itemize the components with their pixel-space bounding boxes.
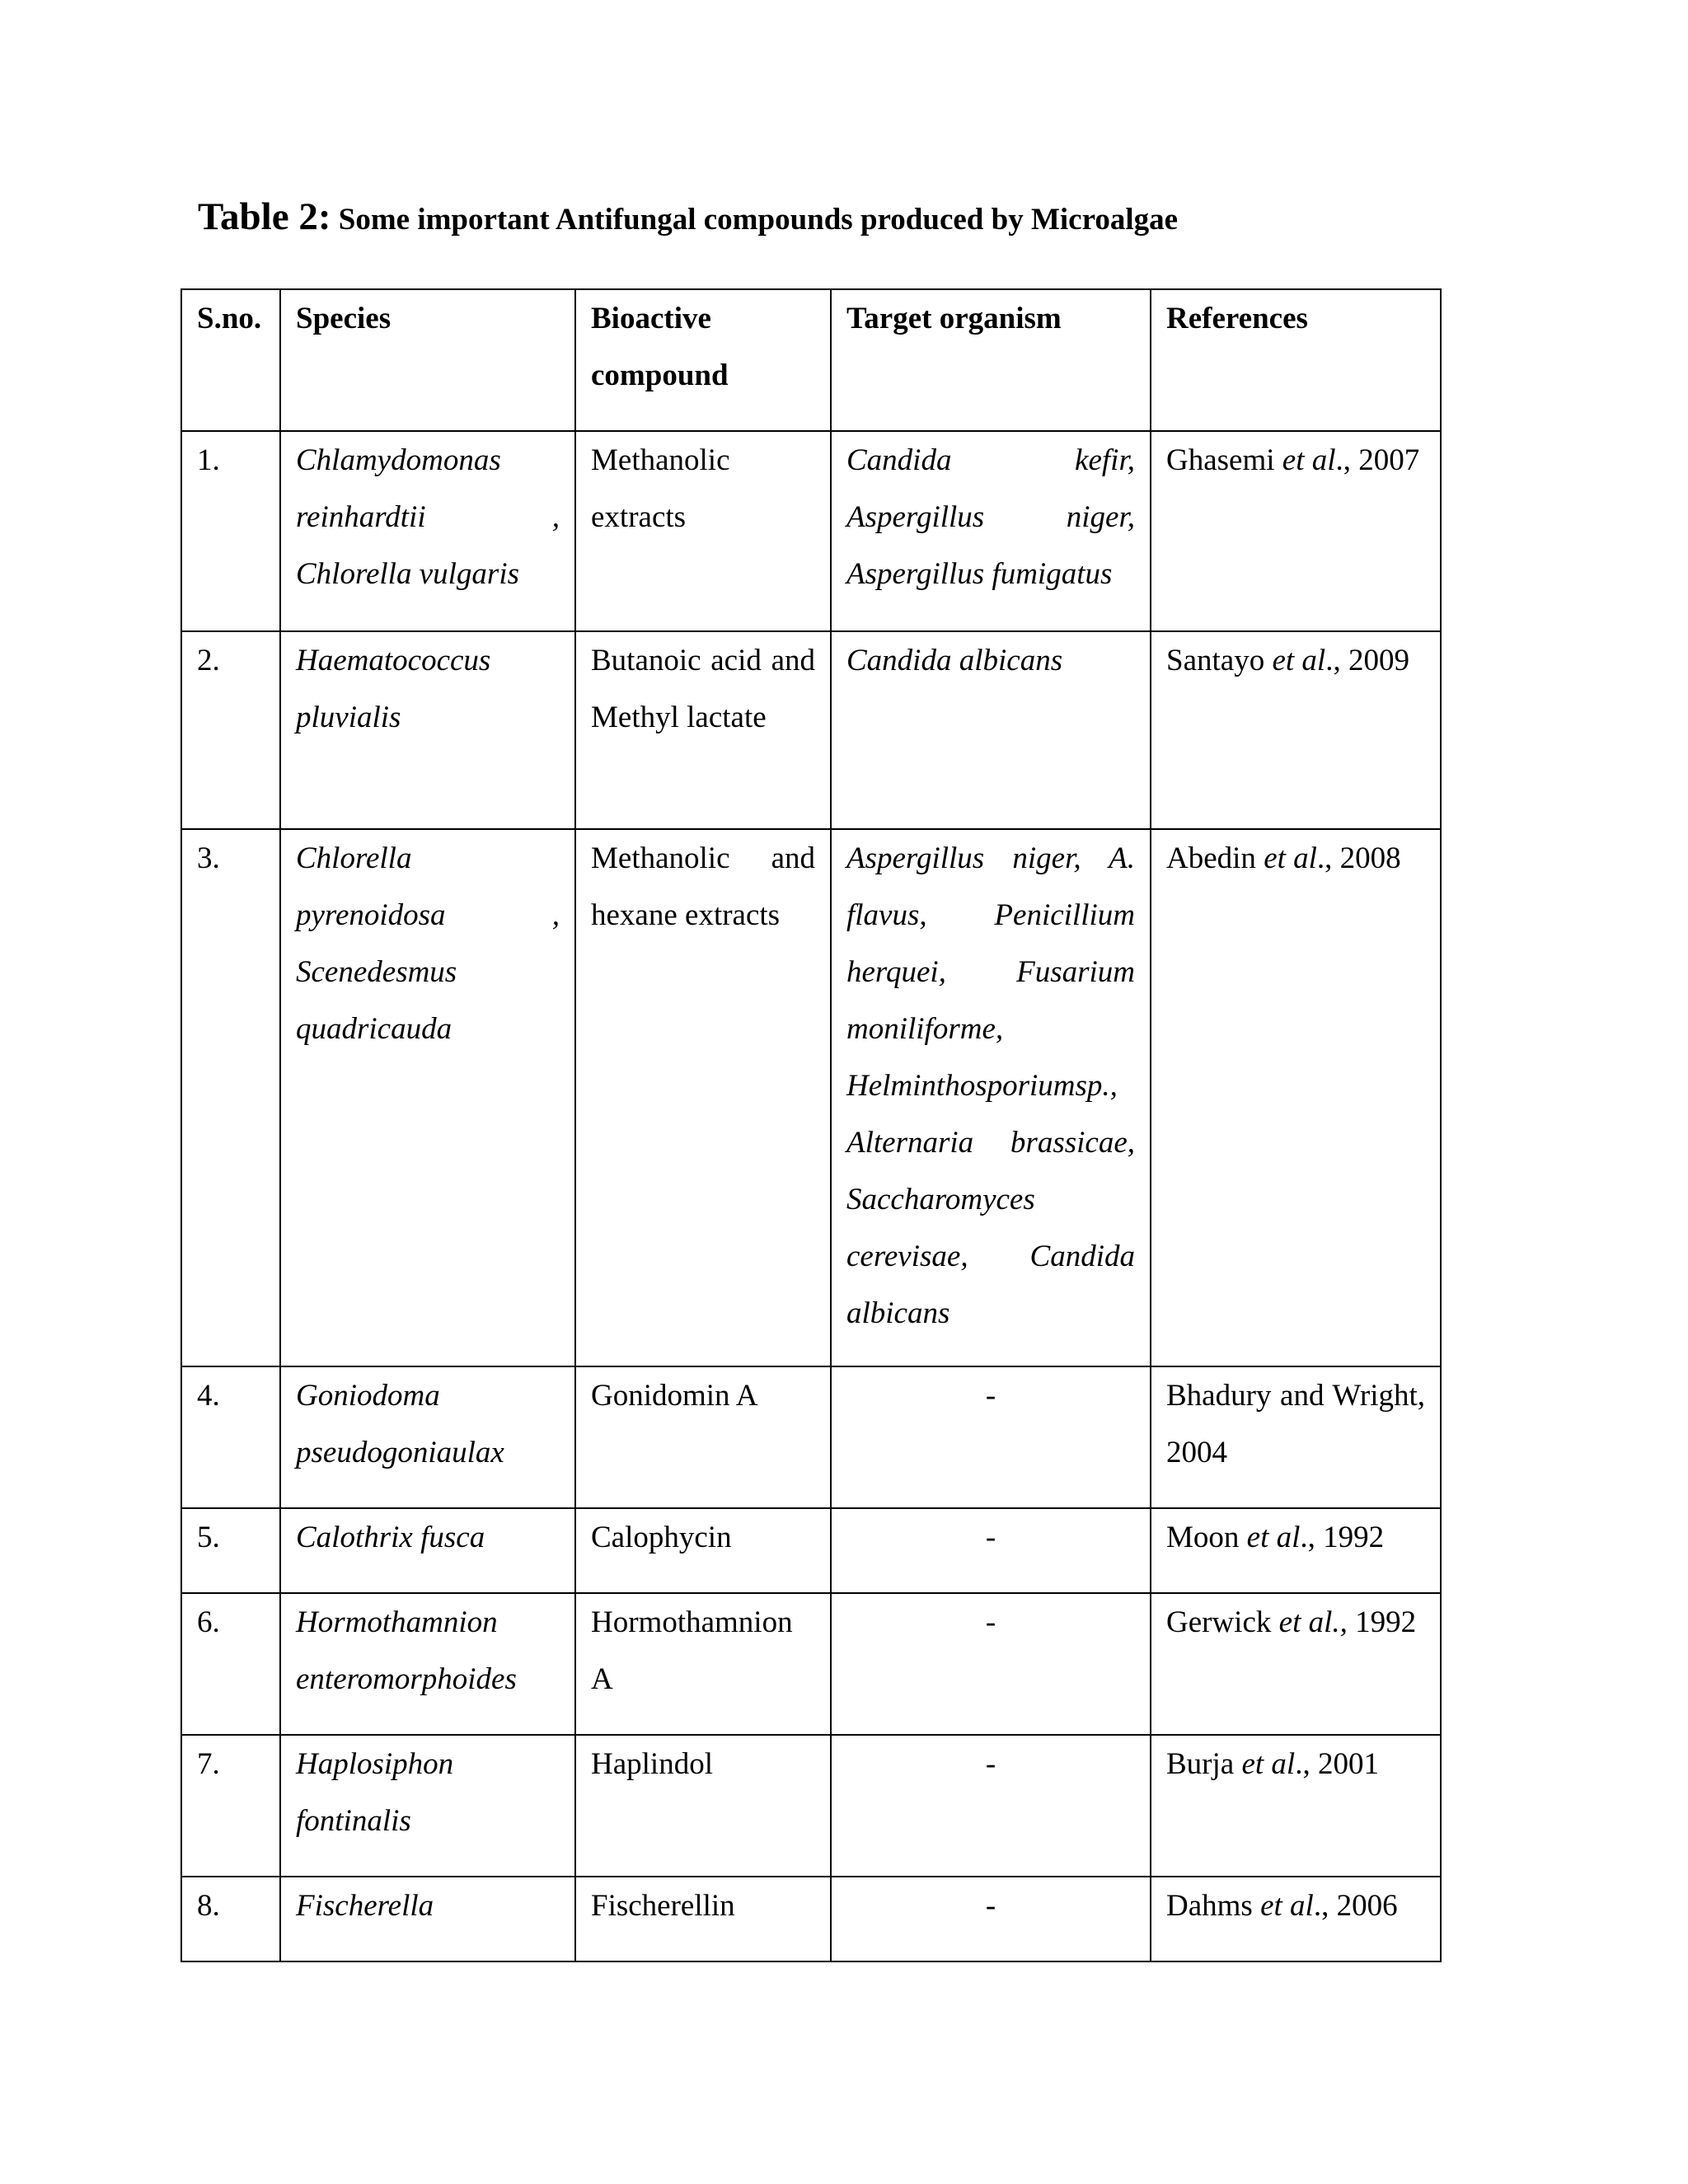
cell-sno: 2. xyxy=(181,631,280,829)
cell-species: Goniodoma pseudogoniaulax xyxy=(280,1366,575,1508)
ref-author: Burja xyxy=(1166,1747,1242,1781)
cell-target: - xyxy=(831,1735,1151,1877)
ref-author: Dahms xyxy=(1166,1889,1261,1923)
ref-et-al: et al xyxy=(1282,443,1336,477)
ref-author: Ghasemi xyxy=(1166,443,1282,477)
cell-sno: 8. xyxy=(181,1877,280,1961)
cell-reference xyxy=(1151,1508,1441,1593)
header-target-organism: Target organism xyxy=(831,289,1151,431)
ref-year: ., 2008 xyxy=(1316,841,1401,875)
cell-sno: 1. xyxy=(181,431,280,631)
cell-compound: Hormothamnion A xyxy=(575,1593,831,1735)
ref-author: Gerwick xyxy=(1166,1605,1279,1639)
cell-sno: 6. xyxy=(181,1593,280,1735)
table-row xyxy=(181,1508,1441,1593)
cell-reference xyxy=(1151,1593,1441,1735)
ref-year: ., 2009 xyxy=(1325,644,1409,677)
cell-species: Chlamydomonas reinhardtii , Chlorella vulgaris xyxy=(280,431,575,631)
header-bioactive-compound: Bioactive compound xyxy=(575,289,831,431)
table-row xyxy=(181,431,1441,631)
cell-target: Candida albicans xyxy=(831,631,1151,829)
table-row xyxy=(181,631,1441,829)
ref-year: ., 2001 xyxy=(1295,1747,1379,1781)
table-row xyxy=(181,1735,1441,1877)
ref-author: Abedin xyxy=(1166,841,1264,875)
table-row xyxy=(181,829,1441,1366)
cell-species: Hormothamnion enteromorphoides xyxy=(280,1593,575,1735)
header-sno: S.no. xyxy=(181,289,280,431)
cell-species: Chlorella pyrenoidosa , Scenedesmus quadricauda xyxy=(280,829,575,1366)
header-references: References xyxy=(1151,289,1441,431)
cell-reference xyxy=(1151,1366,1441,1508)
caption-text: Some important Antifungal compounds produced by Microalgae xyxy=(331,203,1179,237)
cell-compound: Gonidomin A xyxy=(575,1366,831,1508)
cell-sno: 5. xyxy=(181,1508,280,1593)
ref-year: ., 1992 xyxy=(1300,1521,1385,1554)
cell-target: - xyxy=(831,1593,1151,1735)
cell-sno: 7. xyxy=(181,1735,280,1877)
ref-year: 1992 xyxy=(1347,1605,1417,1639)
table-row xyxy=(181,1366,1441,1508)
cell-reference xyxy=(1151,829,1441,1366)
cell-target: - xyxy=(831,1877,1151,1961)
ref-et-al: et al xyxy=(1272,644,1326,677)
table-row xyxy=(181,1877,1441,1961)
ref-et-al: et al., xyxy=(1278,1605,1348,1639)
cell-reference xyxy=(1151,631,1441,829)
cell-reference xyxy=(1151,1735,1441,1877)
cell-species: Fischerella xyxy=(280,1877,575,1961)
ref-author: Bhadury and Wright, 2004 xyxy=(1166,1379,1425,1469)
ref-author: Santayo xyxy=(1166,644,1273,677)
cell-species: Haplosiphon fontinalis xyxy=(280,1735,575,1877)
ref-year: ., 2006 xyxy=(1313,1889,1398,1923)
cell-reference xyxy=(1151,431,1441,631)
ref-et-al: et al xyxy=(1260,1889,1314,1923)
cell-target: Aspergillus niger, A. flavus, Penicillium herquei, Fusarium moniliforme, Helminthosporiumsp., Alternaria brassicae, Saccharomyces cerevisae, Candida albicans xyxy=(831,829,1151,1366)
cell-reference xyxy=(1151,1877,1441,1961)
cell-target: - xyxy=(831,1366,1151,1508)
cell-compound: Haplindol xyxy=(575,1735,831,1877)
cell-target: Candida kefir, Aspergillus niger, Aspergillus fumigatus xyxy=(831,431,1151,631)
ref-et-al: et al xyxy=(1264,841,1317,875)
antifungal-compounds-table xyxy=(181,288,1442,1962)
header-species: Species xyxy=(280,289,575,431)
cell-target: - xyxy=(831,1508,1151,1593)
cell-sno: 3. xyxy=(181,829,280,1366)
table-caption xyxy=(198,194,1178,239)
cell-compound: Fischerellin xyxy=(575,1877,831,1961)
cell-sno: 4. xyxy=(181,1366,280,1508)
cell-compound: Calophycin xyxy=(575,1508,831,1593)
ref-year: ., 2007 xyxy=(1335,443,1420,477)
cell-compound: Methanolic and hexane extracts xyxy=(575,829,831,1366)
ref-et-al: et al xyxy=(1241,1747,1296,1781)
cell-compound: Methanolic extracts xyxy=(575,431,831,631)
table-row xyxy=(181,1593,1441,1735)
cell-species: Calothrix fusca xyxy=(280,1508,575,1593)
ref-author: Moon xyxy=(1166,1521,1247,1554)
cell-species: Haematococcus pluvialis xyxy=(280,631,575,829)
ref-et-al: et al xyxy=(1246,1521,1301,1554)
caption-label: Table 2: xyxy=(198,195,331,238)
table-header-row xyxy=(181,289,1441,431)
cell-compound: Butanoic acid and Methyl lactate xyxy=(575,631,831,829)
